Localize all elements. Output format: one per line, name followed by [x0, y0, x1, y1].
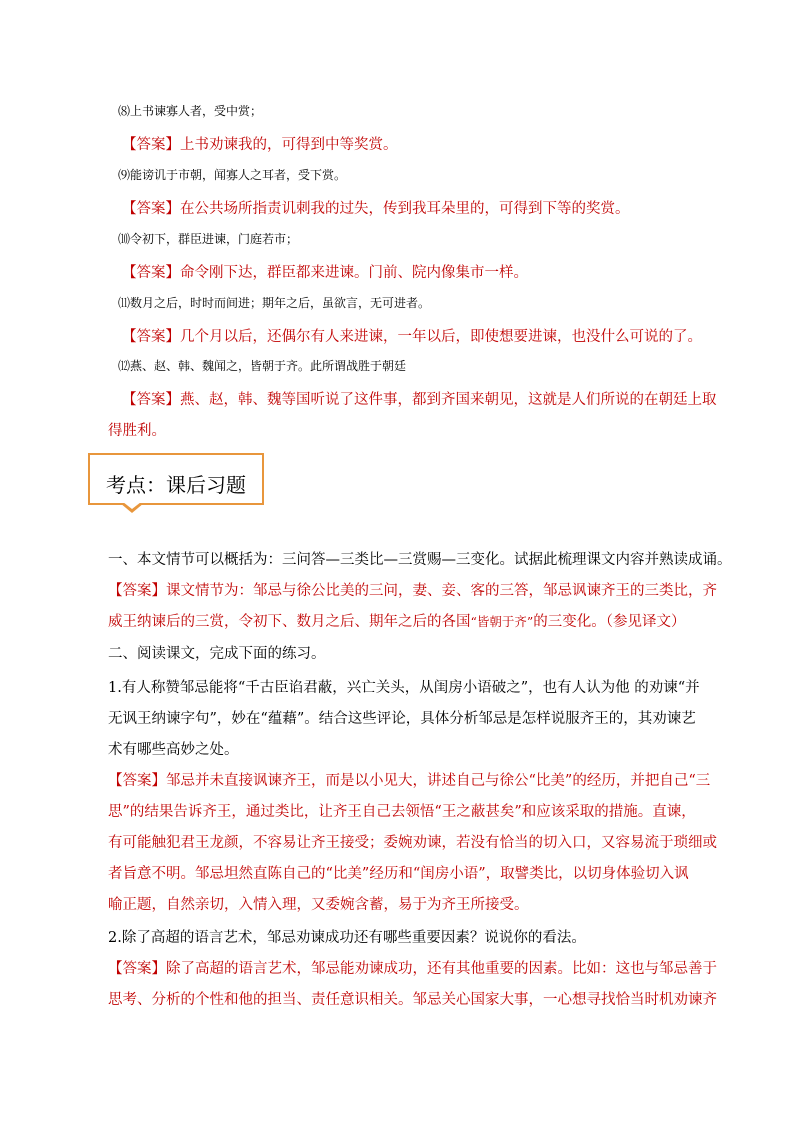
question-2: 2.除了高超的语言艺术，邹忌劝谏成功还有哪些重要因素？说说你的看法。 [108, 930, 586, 946]
answer-10 [122, 261, 528, 282]
answer-tag: 【答案】 [122, 265, 180, 281]
answer-tag: 【答案】 [122, 329, 180, 345]
answer-2-line2: 思考、分析的个性和他的担当、责任意识相关。邹忌关心国家大事，一心想寻找恰当时机劝谏齐 [108, 992, 717, 1008]
answer-tag: 【答案】 [108, 583, 166, 599]
question-12: ⑿燕、赵、韩、魏闻之，皆朝于齐。此所谓战胜于朝廷 [118, 359, 407, 373]
section-callout [88, 453, 264, 505]
question-9: ⑼能谤讥于市朝，闻寡人之耳者，受下赏。 [118, 168, 347, 182]
answer-12-cont: 得胜利。 [108, 423, 166, 439]
answer-text: 燕、赵，韩、魏等国听说了这件事，都到齐国来朝见，这就是人们所说的在朝廷上取 [180, 392, 717, 408]
answer-1-line1: 【答案】邹忌并未直接讽谏齐王，而是以小见大，讲述自己与徐公“比美”的经历，并把自己“三 [108, 773, 711, 789]
answer-text: 几个月以后，还偶尔有人来进谏，一年以后，即使想要进谏，也没什么可说的了。 [180, 329, 702, 345]
answer-1-line2: 思”的结果告诉齐王，通过类比，让齐王自己去领悟“王之蔽甚矣”和应该采取的措施。直谏， [108, 804, 696, 820]
answer-9 [122, 197, 630, 218]
question-8: ⑻上书谏寡人者，受中赏； [118, 104, 263, 118]
answer-text: 上书劝谏我的，可得到中等奖赏。 [180, 137, 398, 153]
answer-11 [122, 325, 702, 346]
answer-tag: 【答案】 [122, 137, 180, 153]
answer-1-line4: 者旨意不明。邹忌坦然直陈自己的“比美”经历和“闺房小语”，取譬类比，以切身体验切入讽 [108, 866, 689, 882]
question-1-line2: 无讽王纳谏字句”，妙在“蕴藉”。结合这些评论，具体分析邹忌是怎样说服齐王的，其劝谏艺 [108, 711, 696, 727]
answer-1-line3: 有可能触犯君王龙颜，不容易让齐王接受；委婉劝谏，若没有恰当的切入口，又容易流于琐细或 [108, 835, 717, 851]
question-11: ⑾数月之后，时时而间进；期年之后，虽欲言，无可进者。 [118, 296, 431, 310]
answer-text: 在公共场所指责讥刺我的过失，传到我耳朵里的，可得到下等的奖赏。 [180, 201, 630, 217]
answer-tag: 【答案】 [108, 961, 166, 977]
exercise-1-question: 一、本文情节可以概括为：三问答—三类比—三赏赐—三变化。试据此梳理课文内容并熟读成诵。 [108, 552, 732, 568]
answer-text: 命令刚下达，群臣都来进谏。门前、院内像集市一样。 [180, 265, 528, 281]
answer-tag: 【答案】 [108, 773, 166, 789]
question-1-line1: 1.有人称赞邹忌能将“千古臣谄君蔽，兴亡关头，从闺房小语破之”，也有人认为他 的劝谏“并 [108, 680, 700, 696]
answer-tag: 【答案】 [122, 201, 180, 217]
answer-1-line5: 喻正题，自然亲切，入情入理，又委婉含蓄，易于为齐王所接受。 [108, 897, 529, 913]
callout-title: 考点：课后习题 [106, 473, 246, 497]
exercise-2-title: 二、阅读课文，完成下面的练习。 [108, 646, 326, 662]
answer-8 [122, 133, 398, 154]
question-1-line3: 术有哪些高妙之处。 [108, 742, 239, 758]
answer-2-line1: 【答案】除了高超的语言艺术，邹忌能劝谏成功，还有其他重要的因素。比如：这也与邹忌善于 [108, 961, 717, 977]
exercise-1-answer-line2: 威王纳谏后的三赏，令初下、数月之后、期年之后的各国“皆朝于齐”的三变化。（参见译文） [108, 614, 686, 630]
answer-12 [122, 388, 717, 409]
exercise-1-answer-line1: 【答案】课文情节为：邹忌与徐公比美的三问，妻、妾、客的三答，邹忌讽谏齐王的三类比，齐 [108, 583, 717, 599]
question-10: ⑽令初下，群臣进谏，门庭若市； [118, 232, 299, 246]
quoted-phrase: “皆朝于齐” [470, 614, 534, 629]
answer-tag: 【答案】 [122, 392, 180, 408]
